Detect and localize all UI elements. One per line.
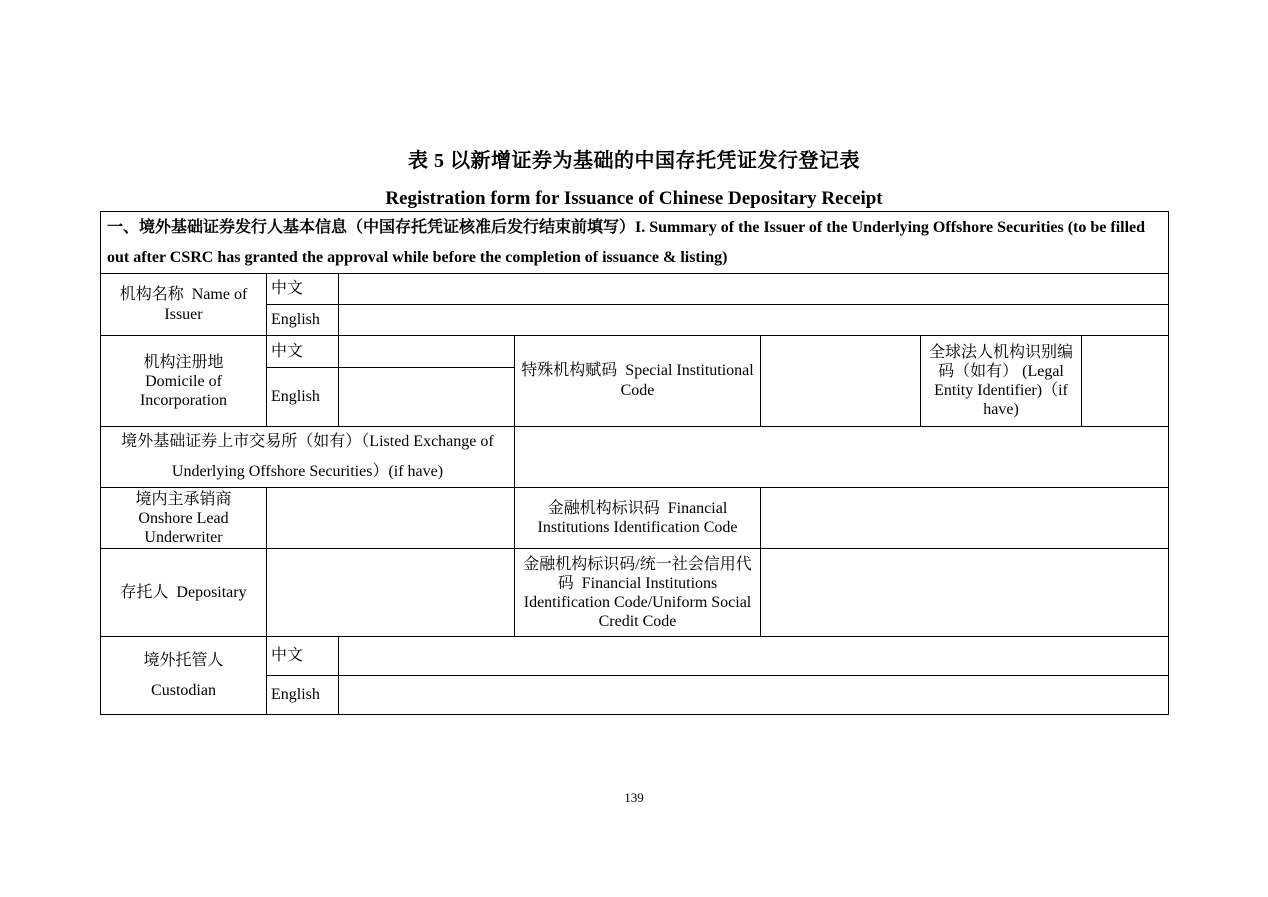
issuer-name-lang-cn: 中文 xyxy=(267,274,339,305)
depositary-label-cn: 存托人 xyxy=(120,583,169,601)
domicile-lang-en: English xyxy=(267,368,339,427)
domicile-label xyxy=(101,336,267,427)
lei-label-cn: 全球法人机构识别编码（如有） xyxy=(928,344,1073,380)
issuer-name-cn-field[interactable] xyxy=(339,274,1169,305)
domicile-row-cn xyxy=(101,336,1169,368)
domicile-lang-cn: 中文 xyxy=(267,336,339,368)
fin-code-label-en: Financial Institutions Identification Code xyxy=(537,500,738,536)
custodian-row-cn xyxy=(101,637,1169,676)
page-number: 139 xyxy=(624,790,644,805)
page-title-en: Registration form for Issuance of Chinese Depositary Receipt xyxy=(385,188,883,209)
listed-exchange-row xyxy=(101,427,1169,488)
listed-exchange-field[interactable] xyxy=(515,427,1169,488)
issuer-name-label-cn: 机构名称 xyxy=(119,285,184,303)
lei-label-en: (Legal Entity Identifier)（if have) xyxy=(934,363,1068,418)
domicile-label-cn: 机构注册地 xyxy=(143,353,224,371)
custodian-label-cn: 境外托管人 xyxy=(143,651,224,669)
depositary-field[interactable] xyxy=(267,549,515,637)
depositary-row xyxy=(101,549,1169,637)
custodian-label-en: Custodian xyxy=(151,681,216,699)
listed-exchange-label: 境外基础证券上市交易所（如有）（Listed Exchange of Underlying Offshore Securities）(if have) xyxy=(101,427,515,488)
fin-code-field[interactable] xyxy=(761,488,1169,549)
lei-field[interactable] xyxy=(1082,336,1169,427)
custodian-cn-field[interactable] xyxy=(339,637,1169,676)
fin-code-label-cn: 金融机构标识码 xyxy=(547,500,660,517)
special-code-label-en: Special Institutional Code xyxy=(620,362,754,399)
fin-code-label xyxy=(515,488,761,549)
custodian-en-field[interactable] xyxy=(339,676,1169,715)
depositary-label xyxy=(101,549,267,637)
issuer-name-label xyxy=(101,274,267,336)
fin-code2-label-cn: 金融机构标识码/统一社会信用代码 xyxy=(523,555,752,592)
underwriter-label-en: Onshore Lead Underwriter xyxy=(138,509,229,546)
underwriter-label-cn: 境内主承销商 xyxy=(135,490,232,508)
domicile-cn-field[interactable] xyxy=(339,336,515,368)
custodian-lang-en: English xyxy=(267,676,339,715)
custodian-lang-cn: 中文 xyxy=(267,637,339,676)
issuer-name-lang-en: English xyxy=(267,305,339,336)
special-code-field[interactable] xyxy=(761,336,921,427)
lei-label xyxy=(921,336,1082,427)
section-header-row xyxy=(101,212,1169,274)
fin-code2-label xyxy=(515,549,761,637)
fin-code2-field[interactable] xyxy=(761,549,1169,637)
underwriter-row xyxy=(101,488,1169,549)
underwriter-field[interactable] xyxy=(267,488,515,549)
section-1-header: 一、境外基础证券发行人基本信息（中国存托凭证核准后发行结束前填写）I. Summary of the Issuer of the Underlying Offshore Securities (to be filled out after CSRC has granted the approval while before the completion of issuance & listing) xyxy=(101,212,1169,274)
special-code-label xyxy=(515,336,761,427)
issuer-name-en-field[interactable] xyxy=(339,305,1169,336)
registration-form-table xyxy=(100,211,1169,715)
domicile-en-field[interactable] xyxy=(339,368,515,427)
domicile-label-en: Domicile of Incorporation xyxy=(139,372,228,409)
underwriter-label xyxy=(101,488,267,549)
depositary-label-en: Depositary xyxy=(176,583,247,601)
special-code-label-cn: 特殊机构赋码 xyxy=(521,362,618,379)
issuer-name-label-en: Name of Issuer xyxy=(164,285,248,323)
custodian-label xyxy=(101,637,267,715)
issuer-name-row-cn xyxy=(101,274,1169,305)
page-title-cn: 表 5 以新增证券为基础的中国存托凭证发行登记表 xyxy=(408,150,860,172)
fin-code2-label-en: Financial Institutions Identification Code/Uniform Social Credit Code xyxy=(523,574,752,630)
